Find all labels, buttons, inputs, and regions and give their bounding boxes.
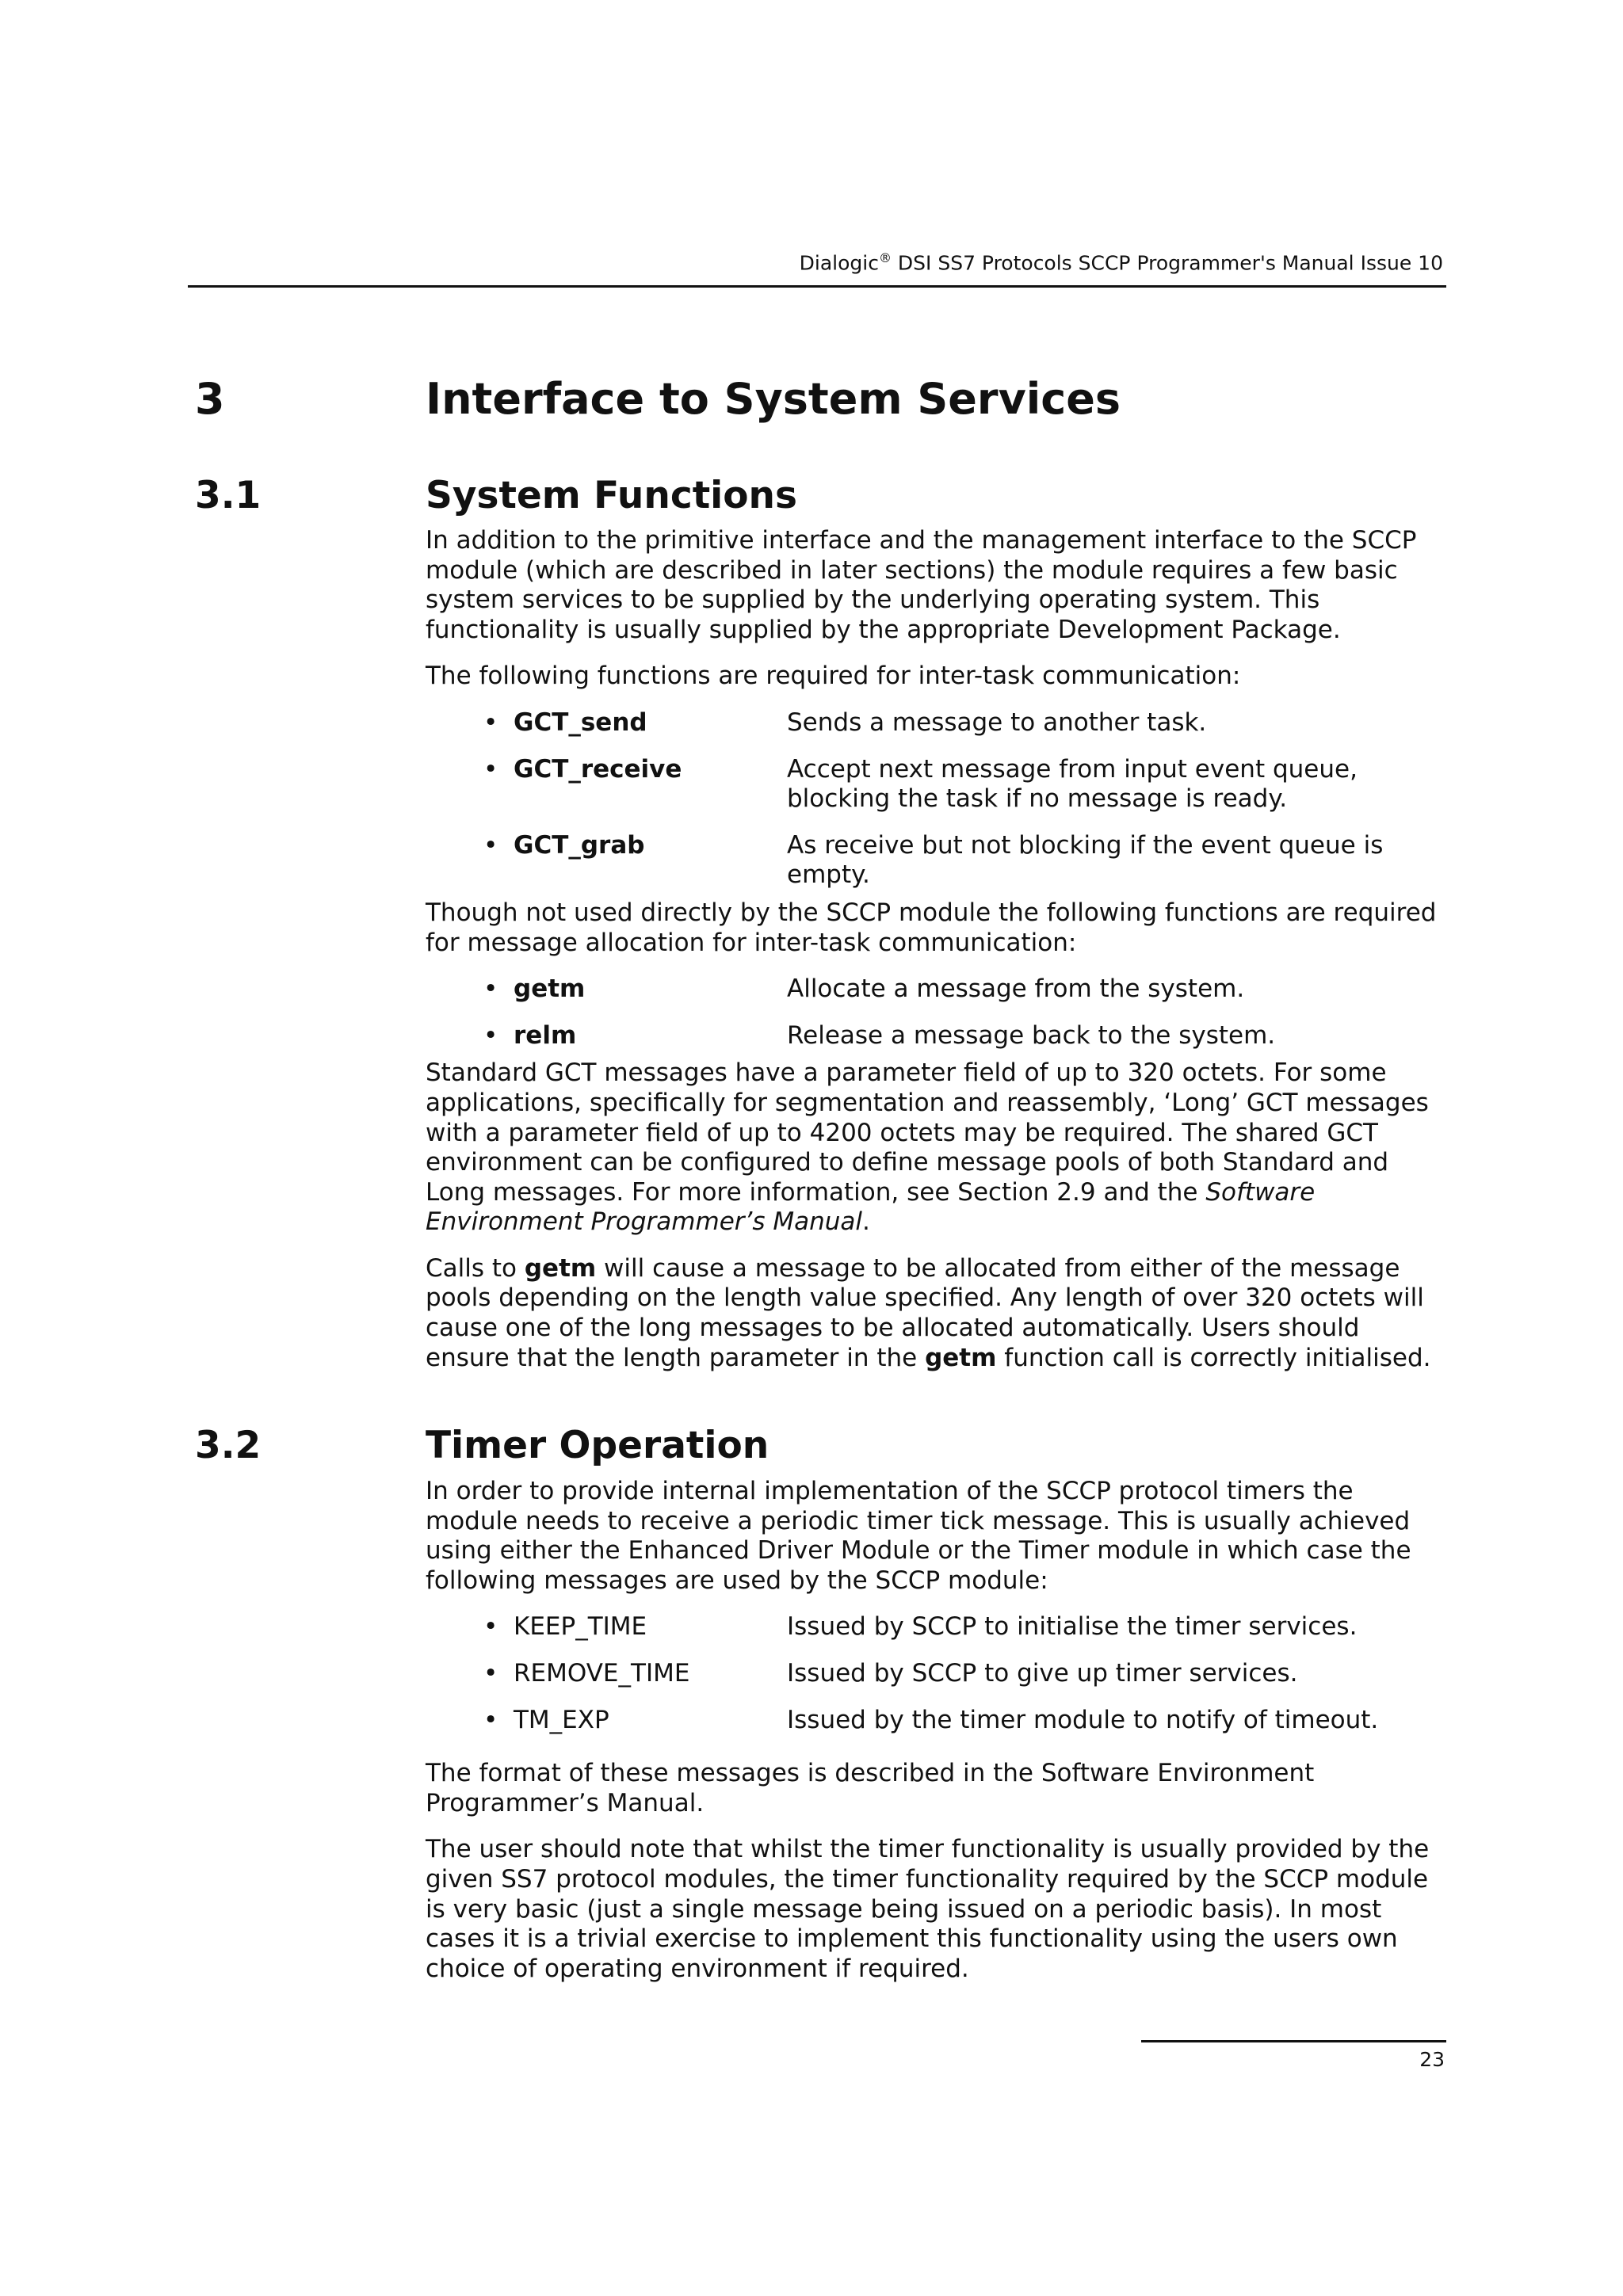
chapter-title: Interface to System Services — [426, 374, 1121, 424]
paragraph: In order to provide internal implementation of the SCCP protocol timers the module needs to receive a periodic timer tick message. This is usually achieved using either the Enhanced Driver Module or the Timer module in which case the following messages are used by the SCCP module: — [426, 1477, 1411, 1595]
chapter-number: 3 — [195, 374, 225, 424]
header-brand: Dialogic — [799, 251, 879, 275]
function-reference: getm — [925, 1343, 997, 1372]
list-item — [426, 1021, 1448, 1051]
header-title — [800, 250, 1443, 274]
paragraph: Though not used directly by the SCCP module the following functions are required for message allocation for inter-task communication: — [426, 898, 1437, 957]
function-name: • relm — [514, 1020, 577, 1050]
header-manual-title: DSI SS7 Protocols SCCP Programmer's Manual Issue 10 — [891, 251, 1443, 275]
paragraph: The format of these messages is described in the Software Environment Programmer’s Manual. — [426, 1759, 1315, 1817]
section-3-2-body — [426, 1477, 1448, 2000]
function-description: Release a message back to the system. — [787, 1020, 1276, 1050]
footer-divider — [1141, 2040, 1446, 2042]
list-item — [426, 708, 1448, 738]
section-3-1-body — [426, 526, 1448, 1390]
message-description: Issued by SCCP to give up timer services. — [787, 1658, 1298, 1688]
function-description: Accept next message from input event queue, blocking the task if no message is ready. — [787, 754, 1358, 814]
section-3-1-number: 3.1 — [195, 474, 262, 517]
function-name: • GCT_send — [514, 707, 647, 737]
paragraph-text: Calls to — [426, 1253, 525, 1283]
message-description: Issued by the timer module to notify of timeout. — [787, 1705, 1379, 1734]
manual-reference: Software Environment Programmer’s Manual — [426, 1177, 1316, 1237]
function-name: • GCT_grab — [514, 830, 645, 860]
registered-mark: ® — [878, 250, 892, 265]
paragraph: The user should note that whilst the timer functionality is usually provided by the given SS7 protocol modules, the timer functionality required by the SCCP module is very basic (just a single message being issued on a periodic basis). In most cases it is a trivial exercise to implement this functionality using the users own choice of operating environment if required. — [426, 1835, 1430, 1983]
paragraph: The following functions are required for inter-task communication: — [426, 662, 1241, 691]
gct-function-list — [426, 708, 1448, 891]
section-3-2-number: 3.2 — [195, 1424, 262, 1467]
function-description: Allocate a message from the system. — [787, 974, 1245, 1004]
list-item — [426, 831, 1448, 891]
message-name: • REMOVE_TIME — [514, 1658, 690, 1688]
paragraph-text: will cause a message to be allocated from either of the message pools depending on the length value specified. Any length of over 320 octets will cause one of the long messages to be allocated automatically. Users should ensure that the length parameter in the — [426, 1253, 1424, 1372]
function-description: As receive but not blocking if the event queue is empty. — [787, 830, 1384, 890]
paragraph-text: Standard GCT messages have a parameter field of up to 320 octets. For some applications, specifically for segmentation and reassembly, ‘Long’ GCT messages with a parameter field of up to 4200 octets may be required. The shared GCT environment can be configured to define message pools of both Standard and Long messages. For more information, see Section 2.9 and the — [426, 1058, 1429, 1207]
alloc-function-list — [426, 974, 1448, 1051]
message-description: Issued by SCCP to initialise the timer services. — [787, 1612, 1358, 1642]
message-name: • KEEP_TIME — [514, 1612, 647, 1642]
section-3-1-title: System Functions — [426, 474, 797, 517]
paragraph-text: . — [862, 1207, 870, 1237]
function-reference: getm — [524, 1253, 597, 1283]
function-name: • getm — [514, 974, 586, 1004]
section-3-2-title: Timer Operation — [426, 1424, 769, 1467]
list-item — [426, 1612, 1448, 1642]
paragraph-text: function call is correctly initialised. — [996, 1343, 1431, 1372]
paragraph — [426, 1058, 1448, 1238]
timer-message-list — [426, 1612, 1448, 1735]
list-item — [426, 1706, 1448, 1736]
list-item — [426, 974, 1448, 1005]
paragraph — [426, 1254, 1448, 1373]
function-name: • GCT_receive — [514, 754, 682, 784]
function-description: Sends a message to another task. — [787, 707, 1207, 737]
paragraph: In addition to the primitive interface and the management interface to the SCCP module (which are described in later sections) the module requires a few basic system services to be supplied by the underlying operating system. This functionality is usually supplied by the appropriate Development Package. — [426, 526, 1417, 644]
page-number: 23 — [1419, 2048, 1445, 2071]
message-name: • TM_EXP — [514, 1705, 609, 1734]
page-header — [188, 249, 1446, 288]
list-item — [426, 1659, 1448, 1689]
list-item — [426, 755, 1448, 814]
